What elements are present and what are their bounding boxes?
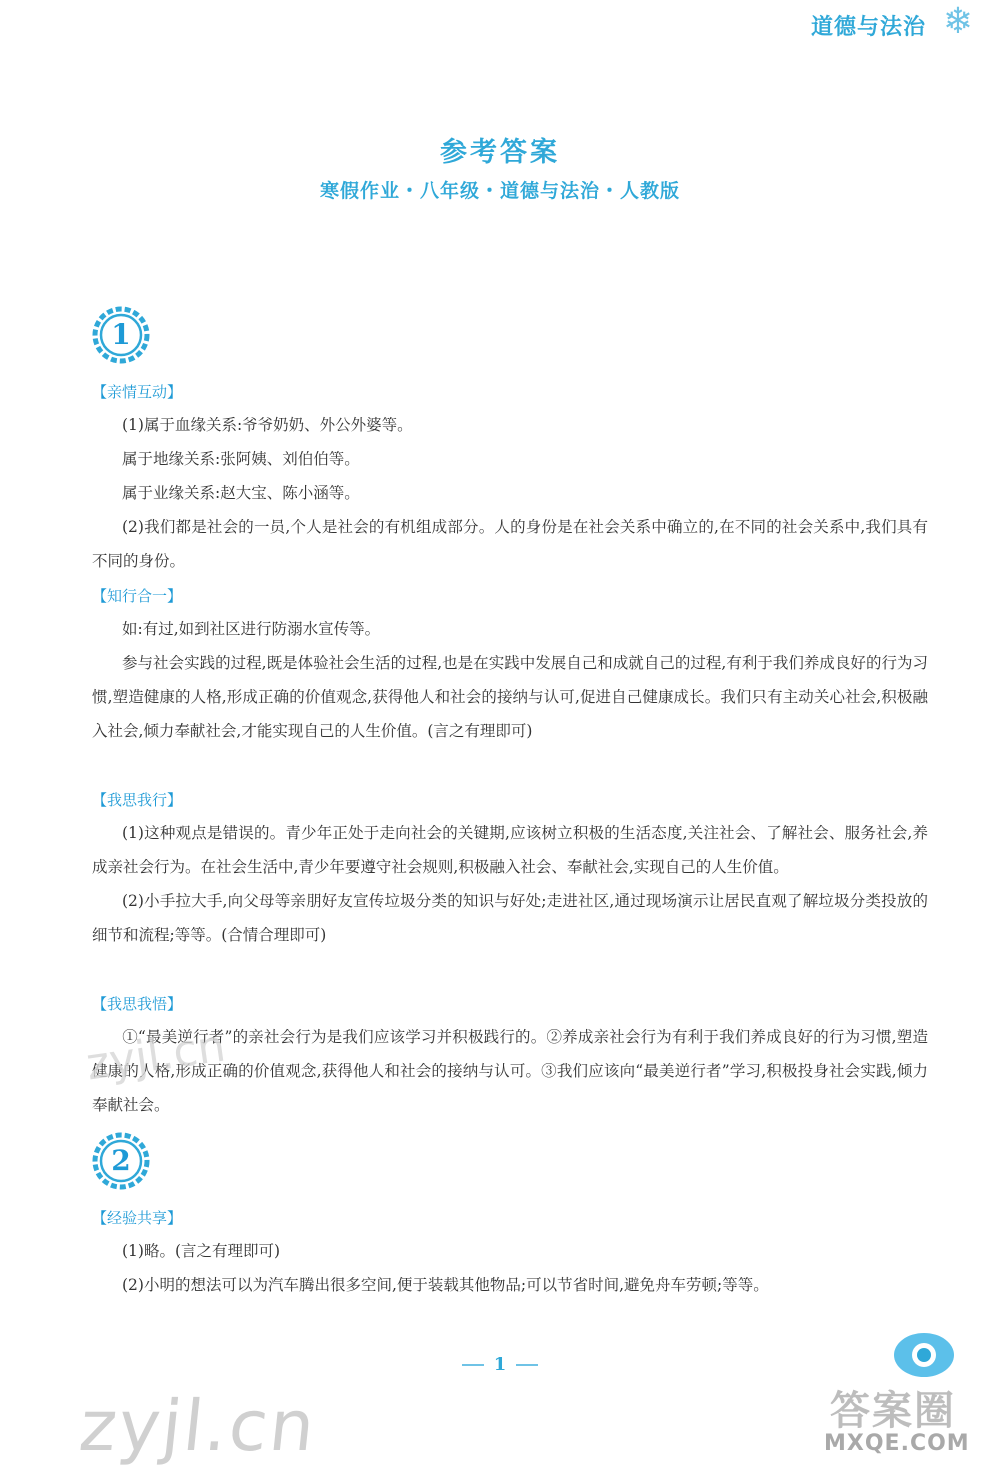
text-line: 属于业缘关系:赵大宝、陈小涵等。: [122, 484, 360, 502]
section-label: 【知行合一】: [92, 587, 183, 605]
page-number-dash: [516, 1364, 538, 1366]
text-line: (1)属于血缘关系:爷爷奶奶、外公外婆等。: [122, 416, 413, 434]
text-line: (2)小明的想法可以为汽车腾出很多空间,便于装载其他物品;可以节省时间,避免舟车劳顿;等等。: [122, 1276, 769, 1294]
watermark-site: zyjl.cn: [75, 1385, 321, 1467]
text-line: (2)小手拉大手,向父母等亲朋好友宣传垃圾分类的知识与好处;走进社区,通过现场演示让居民直观了解垃圾分类投放的细节和流程;等等。(合情合理即可): [92, 892, 928, 944]
header-subject: 道德与法治: [810, 15, 926, 40]
page-number: 1: [0, 1354, 1000, 1375]
section-label: 【经验共享】: [92, 1209, 183, 1227]
page-title: 参考答案: [440, 137, 560, 168]
unit-badge-2: [92, 1132, 150, 1190]
text-line: 属于地缘关系:张阿姨、刘伯伯等。: [122, 450, 360, 468]
section-text: [92, 612, 928, 748]
page-number-dash: [462, 1364, 484, 1366]
page-subtitle: 寒假作业・八年级・道德与法治・人教版: [319, 180, 680, 202]
watermark-mid: zyjl.cn: [83, 1020, 229, 1091]
text-line: (1)这种观点是错误的。青少年正处于走向社会的关键期,应该树立积极的生活态度,关注社会、了解社会、服务社会,养成亲社会行为。在社会生活中,青少年要遵守社会规则,积极融入社会、奉献社会,实现自己的人生价值。: [92, 824, 928, 876]
unit-number: 1: [111, 318, 131, 351]
section-text: [92, 816, 928, 952]
text-line: ①“最美逆行者”的亲社会行为是我们应该学习并积极践行的。②养成亲社会行为有利于我们养成良好的行为习惯,塑造健康的人格,形成正确的价值观念,获得他人和社会的接纳与认可。③我们应该向“最美逆行者”学习,积极投身社会实践,倾力奉献社会。: [92, 1028, 928, 1114]
snowflake-icon: ❄: [942, 1, 974, 42]
mascot-icon: [890, 1325, 958, 1381]
text-line: (1)略。(言之有理即可): [122, 1242, 281, 1260]
text-line: 参与社会实践的过程,既是体验社会生活的过程,也是在实践中发展自己和成就自己的过程,有利于我们养成良好的行为习惯,塑造健康的人格,形成正确的价值观念,获得他人和社会的接纳与认可,促进自己健康成长。我们只有主动关心社会,积极融入社会,倾力奉献社会,才能实现自己的人生价值。(言之有理即可): [92, 654, 928, 740]
section-label: 【我思我悟】: [92, 995, 183, 1013]
unit-badge-1: [92, 306, 150, 364]
section-label: 【亲情互动】: [92, 383, 183, 401]
text-line: 如:有过,如到社区进行防溺水宣传等。: [122, 620, 381, 638]
section-text: [92, 1234, 928, 1302]
unit-number: 2: [111, 1144, 131, 1177]
section-text: [92, 408, 928, 578]
text-line: (2)我们都是社会的一员,个人是社会的有机组成部分。人的身份是在社会关系中确立的,在不同的社会关系中,我们具有不同的身份。: [92, 518, 928, 570]
corner-watermark: 答案圈 MXQE.COM: [824, 1388, 970, 1456]
section-label: 【我思我行】: [92, 791, 183, 809]
